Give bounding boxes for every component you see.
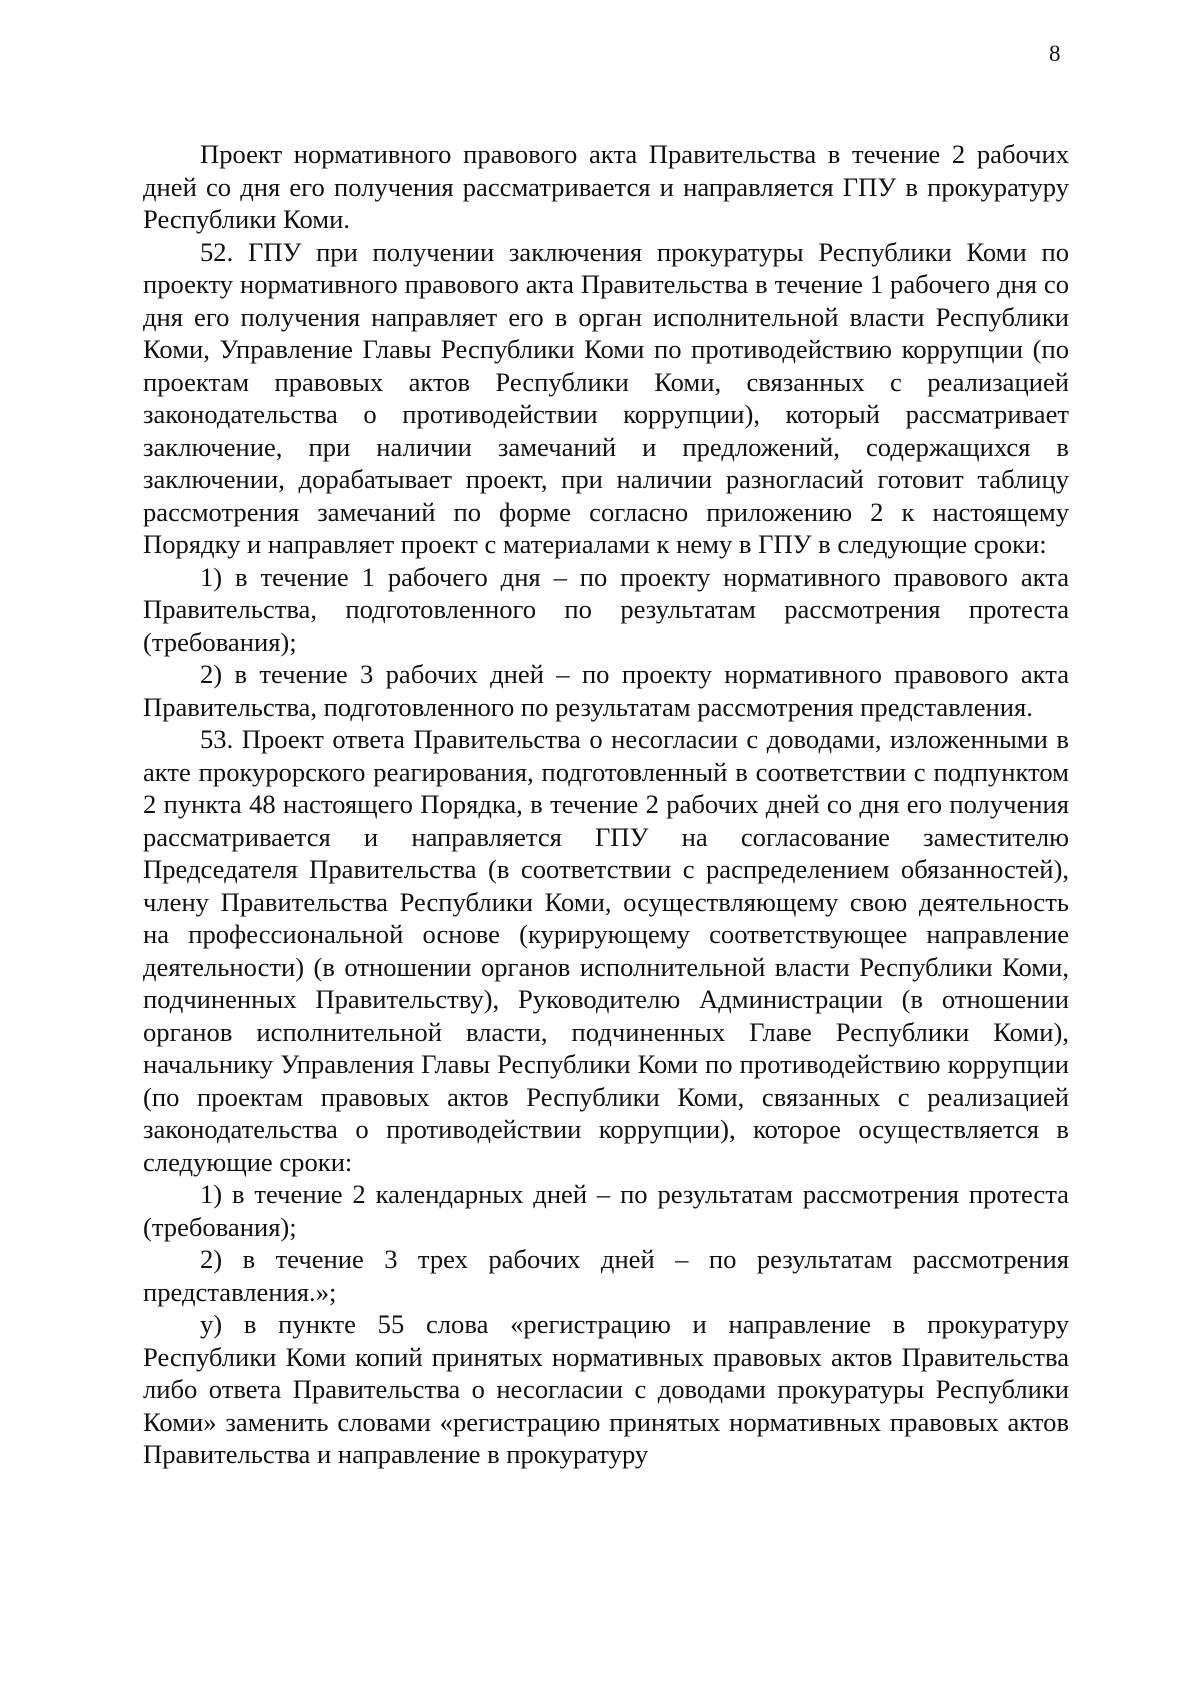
paragraph-u: у) в пункте 55 слова «регистрацию и направление в прокуратуру Республики Коми копий принятых нормативных правовых актов Правительства либо ответа Правительства о несогласии с доводами прокуратуры Республики Коми» заменить словами «регистрацию принятых нормативных правовых актов Правительства и направление в прокуратуру — [143, 1309, 1069, 1469]
document-body — [143, 138, 1069, 1471]
paragraph-53: 53. Проект ответа Правительства о несогласии с доводами, изложенными в акте прокурорского реагирования, подготовленный в соответствии с подпунктом 2 пункта 48 настоящего Порядка, в течение 2 рабочих дней со дня его получения рассматривается и направляется ГПУ на согласование заместителю Председателя Правительства (в соответствии с распределением обязанностей), члену Правительства Республики Коми, осуществляющему свою деятельность на профессиональной основе (курирующему соответствующее направление деятельности) (в отношении органов исполнительной власти Республики Коми, подчиненных Правительству), Руководителю Администрации (в отношении органов исполнительной власти, подчиненных Главе Республики Коми), начальнику Управления Главы Республики Коми по противодействию коррупции (по проектам правовых актов Республики Коми, связанных с реализацией законодательства о противодействии коррупции), которое осуществляется в следующие сроки: — [143, 724, 1069, 1177]
paragraph-52-item-2: 2) в течение 3 рабочих дней – по проекту нормативного правового акта Правительства, подготовленного по результатам рассмотрения представления. — [143, 659, 1069, 722]
paragraph-52: 52. ГПУ при получении заключения прокуратуры Республики Коми по проекту нормативного правового акта Правительства в течение 1 рабочего дня со дня его получения направляет его в орган исполнительной власти Республики Коми, Управление Главы Республики Коми по противодействию коррупции (по проектам правовых актов Республики Коми, связанных с реализацией законодательства о противодействии коррупции), который рассматривает заключение, при наличии замечаний и предложений, содержащихся в заключении, дорабатывает проект, при наличии разногласий готовит таблицу рассмотрения замечаний по форме согласно приложению 2 к настоящему Порядку и направляет проект с материалами к нему в ГПУ в следующие сроки: — [143, 236, 1069, 559]
paragraph-52-item-1: 1) в течение 1 рабочего дня – по проекту нормативного правового акта Правительства, подготовленного по результатам рассмотрения протеста (требования); — [143, 561, 1069, 657]
paragraph-53-item-2: 2) в течение 3 трех рабочих дней – по результатам рассмотрения представления.»; — [143, 1244, 1069, 1307]
paragraph-intro: Проект нормативного правового акта Правительства в течение 2 рабочих дней со дня его получения рассматривается и направляется ГПУ в прокуратуру Республики Коми. — [143, 139, 1069, 234]
paragraph-53-item-1: 1) в течение 2 календарных дней – по результатам рассмотрения протеста (требования); — [143, 1179, 1069, 1242]
page-number: 8 — [1049, 41, 1061, 66]
